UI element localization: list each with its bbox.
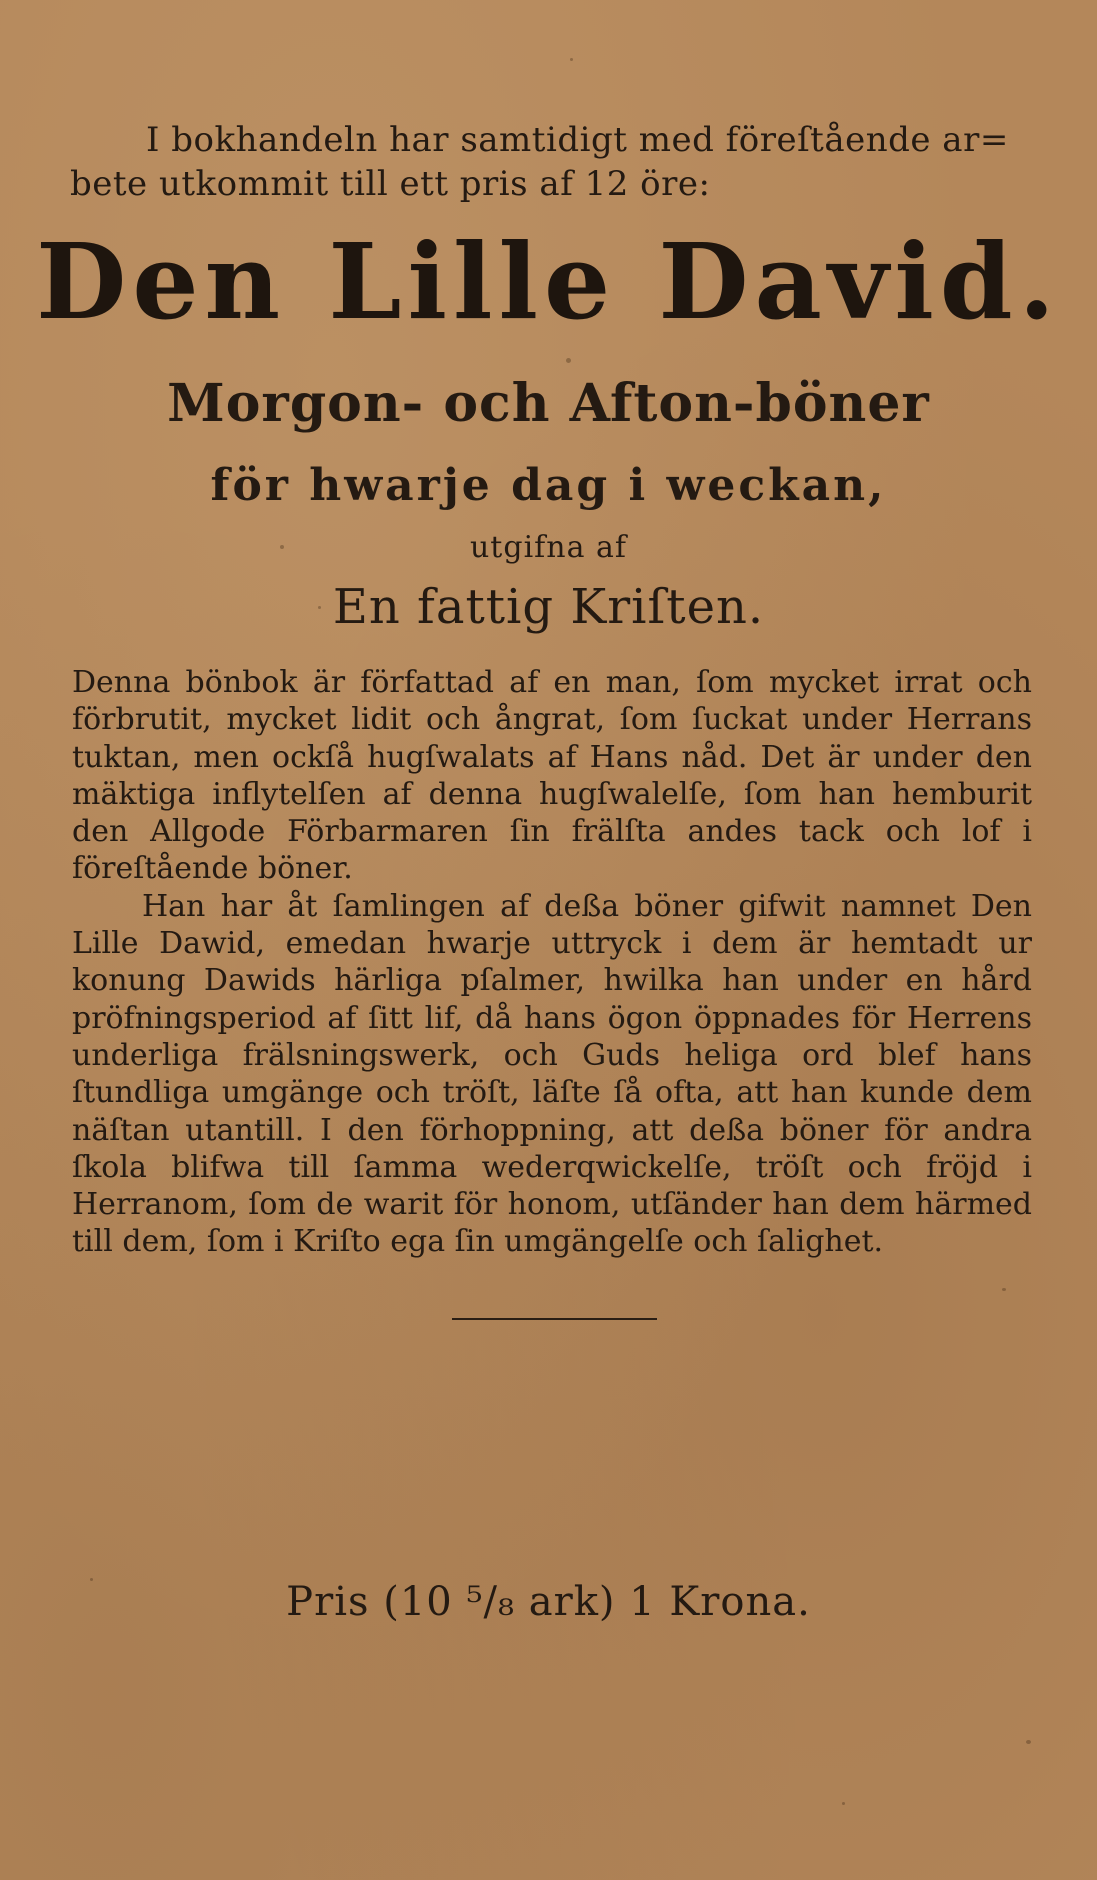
intro-line-2: bete utkommit till ett pris af 12 öre: [70, 164, 711, 204]
paper-speck [1026, 1740, 1031, 1744]
intro-text [70, 118, 1032, 206]
horizontal-rule [452, 1318, 657, 1320]
description-paragraph-2: Han har åt ſamlingen af deßa böner gifwit namnet Den Lille Dawid, emedan hwarje uttryck i dem är hemtadt ur konung Dawids härliga pſalmer, hwilka han under en hård pröfningsperiod af ſitt lif, då hans ögon öppnades för Herrens underliga frälsningswerk, och Guds heliga ord blef hans ſtundliga umgänge och tröſt, läſte ſå ofta, att han kunde dem näſtan utantill. I den förhoppning, att deßa böner för andra ſkola blifwa till ſamma wederqwickelſe, tröſt och fröjd i Herranom, ſom de warit för honom, utſänder han dem härmed till dem, ſom i Kriſto ega ſin umgängelſe och ſalighet. [72, 888, 1032, 1260]
paper-speck [842, 1802, 845, 1805]
book-subtitle: Morgon- och Afton-böner [167, 373, 930, 434]
paper-speck [90, 1578, 93, 1581]
paper-speck [570, 58, 573, 61]
book-title: Den Lille David. [36, 220, 1061, 343]
paper-speck [280, 545, 284, 549]
intro-line-1: I bokhandeln har samtidigt med föreſtående ar= [146, 120, 1009, 160]
author-name: En fattig Kriſten. [332, 579, 765, 635]
paper-speck [566, 358, 571, 363]
description-body [72, 664, 1032, 1261]
price-line: Pris (10 ⁵/₈ ark) 1 Krona. [286, 1579, 811, 1625]
paper-speck [318, 606, 321, 609]
book-subtitle-secondary: för hwarje dag i weckan, [210, 460, 887, 511]
byline: utgifna af [469, 530, 627, 565]
paper-speck [1002, 1288, 1006, 1291]
description-paragraph-1: Denna bönbok är författad af en man, ſom mycket irrat och förbrutit, mycket lidit och ångrat, ſom ſuckat under Herrans tuktan, men ockſå hugſwalats af Hans nåd. Det är under den mäktiga inflytelſen af denna hugſwalelſe, ſom han hemburit den Allgode Förbarmaren ſin frälſta andes tack och lof i föreſtående böner. [72, 665, 1032, 887]
